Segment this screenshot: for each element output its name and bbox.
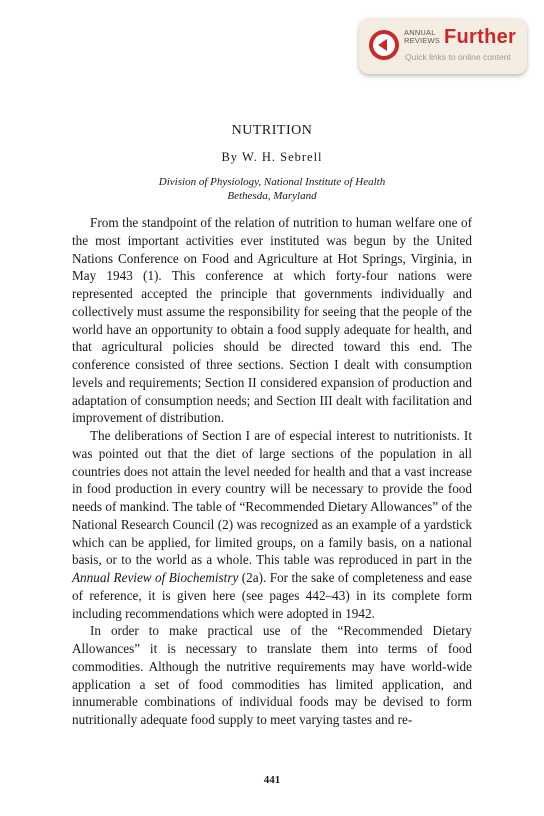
paragraph-1: From the standpoint of the relation of nutrition to human welfare one of the most important activities ever instituted was begun by the United Nations Conference on Food and Agriculture at Hot Springs, Virginia, in May 1943 (1). This conference at which forty-four nations were represented accepted the principle that governments individually and collectively must assume the responsibility for seeing that the people of the world have an opportunity to obtain a food supply adequate for health, and that agricultural policies should be directed toward this end. The conference consisted of three sections. Section I dealt with consumption levels and requirements; Section II considered expansion of production and adaptation of consumption needs; and Section III dealt with facilitation and improvement of distribution. — [72, 215, 472, 426]
banner-small-line1: ANNUAL — [404, 28, 436, 37]
paragraph-2 — [72, 427, 472, 622]
banner-publisher — [404, 29, 440, 45]
banner-quick-links[interactable]: Quick links to online content — [405, 52, 511, 62]
paragraph-3: In order to make practical use of the “Recommended Dietary Allowances” it is necessary to translate them into terms of food commodities. Although the nutritive requirements may have world-wide application a set of food commodities has limited application, and innumerable combinations of individual foods may be devised to form nutritionally adequate food supply to meet varying tastes and re- — [72, 623, 472, 727]
page-number: 441 — [263, 774, 281, 786]
journal-reference: Annual Review of Biochemistry — [72, 570, 239, 585]
paragraph-2-part-b: (2a). For the sake of completeness and ease of reference, it is given here (see pages 442–43) in its complete form including recommendations which were adopted in 1942. — [72, 570, 472, 621]
article-author: By W. H. Sebrell — [221, 150, 323, 164]
article-body — [72, 214, 472, 729]
affiliation-line1: Division of Physiology, National Institute of Health — [158, 176, 386, 188]
paragraph-2-part-a: The deliberations of Section I are of especial interest to nutritionists. It was pointed out that the diet of large sections of the population in all countries does not attain the level needed for health and that a vast increase in food production in every country will be necessary to provide the food needs of mankind. The table of “Recommended Dietary Allowances” of the National Research Council (2) was recognized as an example of a yardstick which can be applied, for limited groups, on a family basis, on a national basis, or to the world as a whole. This table was reproduced in part in the — [72, 428, 472, 568]
article-title: NUTRITION — [231, 123, 313, 138]
affiliation-line2: Bethesda, Maryland — [227, 190, 317, 202]
further-links-banner[interactable] — [359, 18, 527, 74]
banner-small-line2: REVIEWS — [404, 36, 440, 45]
banner-further-label: Further — [444, 26, 517, 48]
play-arrow-icon — [368, 29, 400, 61]
